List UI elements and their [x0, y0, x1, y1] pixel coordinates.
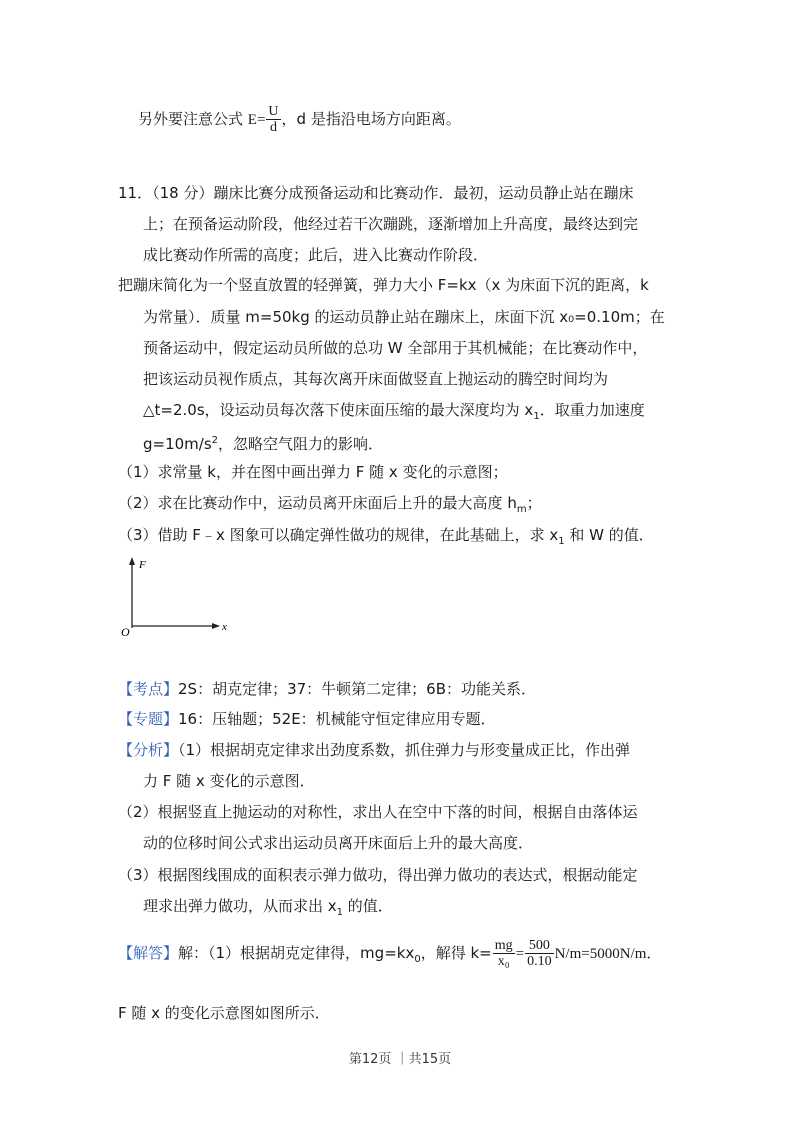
solution-last-line: F 随 x 的变化示意图如图所示． — [118, 1004, 330, 1022]
solution-equals: = — [515, 946, 525, 962]
fraction-2-num: 500 — [525, 938, 554, 954]
fraction-1-den: x₀ — [497, 954, 510, 969]
fenxi-text-6b: 的值． — [343, 897, 393, 915]
solution-fraction-1 — [493, 938, 515, 969]
solution-text-b: ，解得 k= — [420, 944, 492, 962]
problem-line-9-sup: 2 — [211, 435, 219, 446]
problem-line-9-a: g=10m/s — [143, 435, 212, 453]
fenxi-line-3: （2）根据竖直上抛运动的对称性，求出人在空中下落的时间，根据自由落体运 — [118, 803, 638, 821]
fenxi-tag: 【分析】 — [118, 741, 179, 759]
zhuanti-text: 16：压轴题；52E：机械能守恒定律应用专题． — [178, 710, 496, 728]
x-axis-label: x — [222, 621, 227, 633]
formula-lhs: E= — [247, 112, 266, 128]
fenxi-line-6 — [143, 895, 393, 924]
problem-line-7: 把该运动员视作质点，其每次离开床面做竖直上抛运动的腾空时间均为 — [143, 370, 609, 388]
solution-fraction-2 — [525, 938, 554, 969]
solution-text-sub: 0 — [414, 954, 421, 965]
problem-line-8-b: ．取重力加速度 — [539, 401, 645, 419]
fenxi-text-6-sub: 1 — [336, 907, 344, 918]
problem-line-1: 11．（18 分）蹦床比赛分成预备运动和比赛动作．最初，运动员静止站在蹦床 — [118, 184, 634, 202]
problem-line-9 — [143, 430, 383, 455]
zhuanti-tag: 【专题】 — [118, 710, 179, 728]
solution-tag: 【解答】 — [118, 944, 179, 962]
question-2-b: ； — [526, 494, 542, 512]
problem-line-5: 为常量）．质量 m=50kg 的运动员静止站在蹦床上，床面下沉 x₀=0.10m；在 — [143, 308, 665, 326]
formula-note — [138, 104, 461, 135]
kaodian-tag: 【考点】 — [118, 680, 179, 698]
origin-label: O — [121, 625, 130, 639]
solution-line — [118, 936, 661, 977]
question-2-sub: m — [516, 504, 527, 515]
question-3 — [118, 524, 654, 553]
formula-numerator: U — [268, 104, 279, 119]
problem-line-2: 上；在预备运动阶段，他经过若干次蹦跳，逐渐增加上升高度，最终达到完 — [143, 215, 639, 233]
fenxi-line-4: 动的位移时间公式求出运动员离开床面后上升的最大高度． — [143, 834, 534, 852]
fraction-1-num: mg — [494, 938, 513, 953]
fx-axes-figure — [112, 552, 242, 640]
fenxi-line-2: 力 F 随 x 变化的示意图． — [143, 772, 315, 790]
formula-note-pre: 另外要注意公式 — [138, 110, 244, 128]
question-3-a: （3）借助 F﹣x 图象可以确定弹性做功的规律，在此基础上，求 x — [118, 526, 559, 544]
fenxi-line-1 — [118, 739, 630, 761]
question-2-a: （2）求在比赛动作中，运动员离开床面后上升的最大高度 h — [118, 494, 517, 512]
formula-denominator: d — [269, 120, 277, 135]
fenxi-line-5: （3）根据图线围成的面积表示弹力做功，得出弹力做功的表达式，根据动能定 — [118, 866, 638, 884]
zhuanti-line — [118, 708, 496, 730]
solution-text-a: 解：（1）根据胡克定律得，mg=kx — [178, 944, 415, 962]
question-3-sub: 1 — [558, 536, 565, 547]
kaodian-text: 2S：胡克定律；37：牛顿第二定律；6B：功能关系． — [178, 680, 537, 698]
question-2 — [118, 492, 542, 521]
solution-tail: N/m=5000N/m． — [554, 946, 662, 962]
problem-line-9-b: ，忽略空气阻力的影响． — [218, 435, 384, 453]
kaodian-line — [118, 678, 536, 700]
problem-line-8 — [143, 399, 645, 428]
formula-fraction — [266, 104, 280, 135]
problem-line-3: 成比赛动作所需的高度；此后，进入比赛动作阶段． — [143, 246, 489, 264]
formula-note-post: ，d 是指沿电场方向距离。 — [281, 110, 461, 128]
x-axis-arrow — [212, 623, 220, 629]
y-axis-arrow — [129, 557, 135, 565]
problem-line-8-a: △t=2.0s，设运动员每次落下使床面压缩的最大深度均为 x — [143, 401, 534, 419]
problem-line-8-sub: 1 — [533, 411, 540, 422]
question-1: （1）求常量 k，并在图中画出弹力 F 随 x 变化的示意图； — [118, 463, 508, 481]
problem-line-4: 把蹦床简化为一个竖直放置的轻弹簧，弹力大小 F=kx（x 为床面下沉的距离，k — [118, 276, 649, 294]
problem-line-6: 预备运动中，假定运动员所做的总功 W 全部用于其机械能；在比赛动作中， — [143, 339, 648, 357]
y-axis-label: F — [139, 559, 146, 571]
fenxi-text-6a: 理求出弹力做功，从而求出 x — [143, 897, 337, 915]
fraction-2-den: 0.10 — [527, 954, 552, 969]
question-3-b: 和 W 的值． — [564, 526, 654, 544]
page-footer: 第12页 ｜共15页 — [348, 1052, 452, 1067]
fenxi-text-1a: （1）根据胡克定律求出劲度系数，抓住弹力与形变量成正比，作出弹 — [178, 741, 631, 759]
